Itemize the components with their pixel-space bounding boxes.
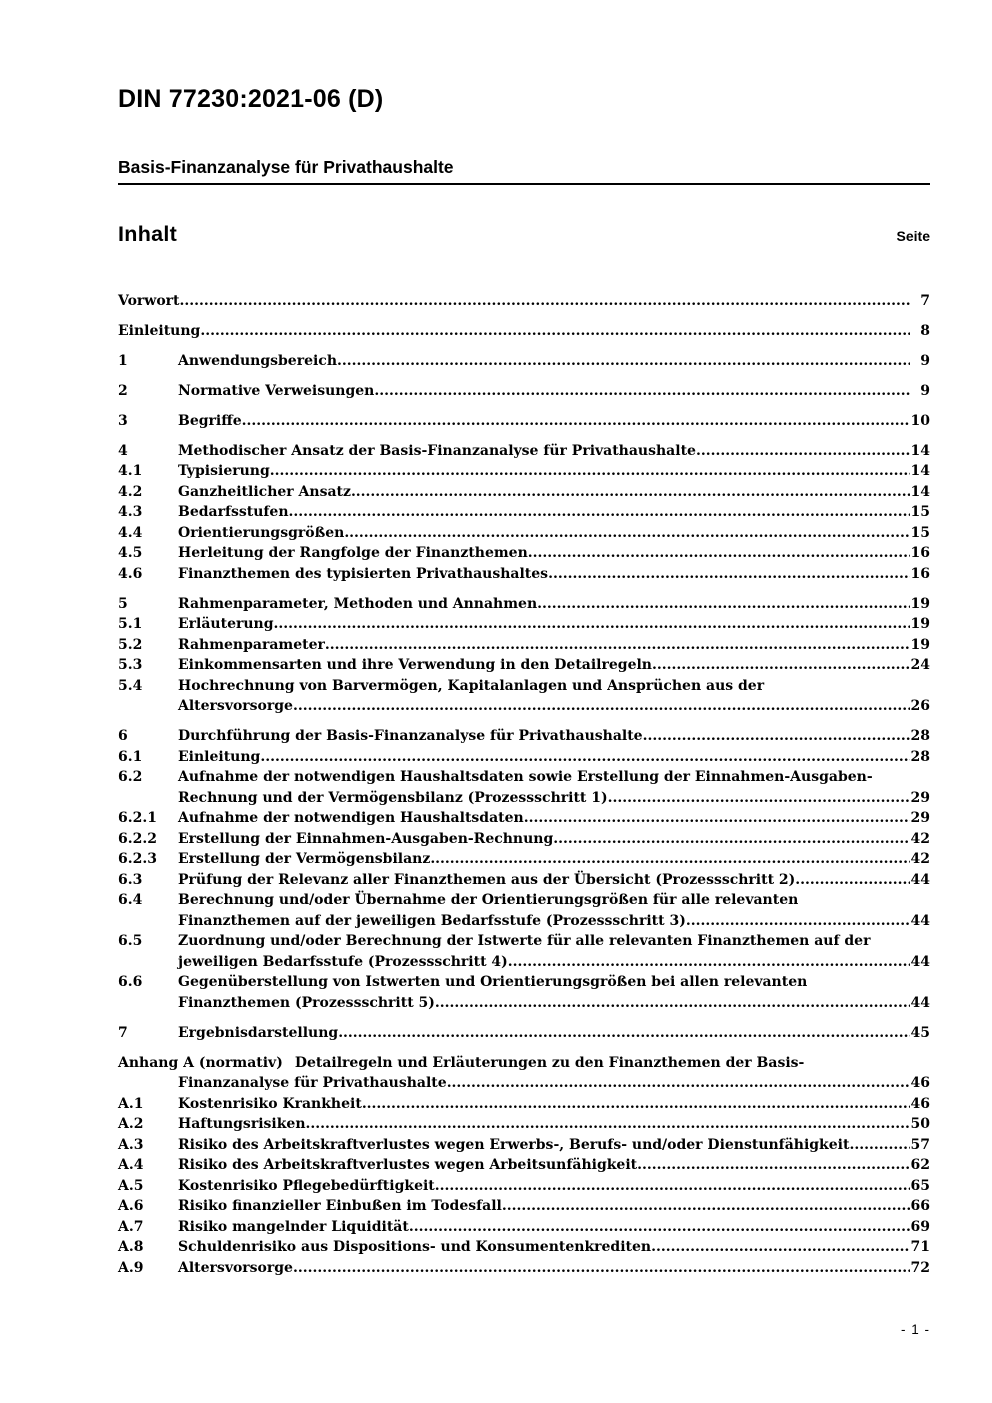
- toc-entry[interactable]: [118, 890, 930, 931]
- toc-entry-page: 10: [910, 412, 930, 429]
- toc-entry[interactable]: [118, 502, 930, 523]
- toc-entry-page: 44: [910, 953, 930, 970]
- leader-dots: [447, 1073, 910, 1094]
- doc-title-rule: [118, 156, 930, 185]
- leader-dots: [651, 1237, 910, 1258]
- page-number: - 1 -: [900, 1322, 930, 1337]
- toc-entry-body: [178, 441, 930, 462]
- toc-entry-title: jeweiligen Bedarfsstufe (Prozessschritt 4): [178, 953, 508, 970]
- leader-dots: [306, 1114, 911, 1135]
- toc-entry-body: [178, 829, 930, 850]
- toc-entry-title: Finanzthemen (Prozessschritt 5): [178, 994, 435, 1011]
- leader-dots: [435, 993, 910, 1014]
- toc-entry-line: [178, 1258, 930, 1279]
- toc-entry-line: [118, 321, 930, 342]
- toc-entry[interactable]: [118, 1176, 930, 1197]
- toc-entry-prefix: Anhang A (normativ): [118, 1054, 283, 1071]
- toc-entry-body: [178, 351, 930, 372]
- toc-entry-title: Rechnung und der Vermögensbilanz (Prozessschritt 1): [178, 789, 608, 806]
- toc-entry-title: Ganzheitlicher Ansatz: [178, 483, 351, 500]
- toc-entry-page: 28: [910, 748, 930, 765]
- toc-entry-body: [178, 1196, 930, 1217]
- toc-entry-number: 6.2.3: [118, 851, 157, 867]
- toc-entry-title: Aufnahme der notwendigen Haushaltsdaten: [178, 810, 524, 826]
- toc-entry-body: [178, 594, 930, 615]
- toc-entry-line: [178, 726, 930, 747]
- toc-entry-body: [178, 482, 930, 503]
- toc-entry-body: [178, 890, 930, 931]
- toc-entry-number: 6.2: [118, 769, 143, 785]
- toc-entry[interactable]: [118, 829, 930, 850]
- leader-dots: [260, 747, 910, 768]
- toc-entry-number: 6.2.1: [118, 810, 157, 826]
- toc-entry-line: [178, 635, 930, 656]
- toc-entry-page: 7: [920, 292, 930, 309]
- toc-entry-title: Einleitung: [178, 748, 261, 765]
- leader-dots: [795, 870, 910, 891]
- page-column-label: Seite: [896, 228, 930, 244]
- toc-entry-body: [178, 543, 930, 564]
- leader-dots: [696, 441, 910, 462]
- toc-entry-line: [178, 1023, 930, 1044]
- toc-entry[interactable]: [118, 1135, 930, 1156]
- toc-entry-number: 3: [118, 412, 128, 429]
- toc-entry[interactable]: [118, 523, 930, 544]
- toc-entry-number: 4.5: [118, 545, 143, 561]
- toc-entry-title: Haftungsrisiken: [178, 1116, 306, 1132]
- toc-entry[interactable]: [118, 1023, 930, 1044]
- toc-entry-number: 6.5: [118, 933, 143, 949]
- toc-entry-body: [178, 870, 930, 891]
- toc-entry-body: [178, 1237, 930, 1258]
- toc-entry-body: [178, 1217, 930, 1238]
- toc-entry[interactable]: [118, 614, 930, 635]
- toc-entry-title: Einleitung: [118, 322, 201, 339]
- toc-entry-number: 2: [118, 382, 128, 399]
- toc-entry-line: [178, 655, 930, 676]
- toc-entry-page: 29: [910, 810, 930, 826]
- toc-entry-line: [178, 870, 930, 891]
- leader-dots: [362, 1094, 910, 1115]
- leader-dots: [200, 321, 910, 342]
- leader-dots: [337, 351, 910, 372]
- leader-dots: [293, 1258, 910, 1279]
- leader-dots: [849, 1135, 910, 1156]
- toc-entry[interactable]: [118, 594, 930, 615]
- toc-entry-number: 6.3: [118, 871, 143, 888]
- toc-entry-title: Prüfung der Relevanz aller Finanzthemen aus der Übersicht (Prozessschritt 2): [178, 871, 796, 888]
- leader-dots: [409, 1217, 910, 1238]
- toc-entry-body: [178, 523, 930, 544]
- toc-entry-title: Herleitung der Rangfolge der Finanzthemen: [178, 545, 528, 561]
- toc-entry-body: [178, 972, 930, 1013]
- toc-entry-title: Rahmenparameter, Methoden und Annahmen: [178, 595, 538, 612]
- toc-entry[interactable]: [118, 655, 930, 676]
- toc-entry[interactable]: [118, 351, 930, 372]
- toc-entry-page: 8: [920, 322, 930, 339]
- leader-dots: [374, 381, 910, 402]
- toc-entry-number: 5.3: [118, 657, 143, 673]
- toc-entry-page: 19: [910, 616, 930, 632]
- toc-entry-page: 16: [910, 565, 930, 582]
- toc-entry-line: [178, 523, 930, 544]
- toc-entry-title: Risiko finanzieller Einbußen im Todesfall: [178, 1198, 502, 1214]
- toc-entry-page: 42: [910, 851, 930, 867]
- toc-entry-title: Ergebnisdarstellung: [178, 1024, 339, 1041]
- toc-entry-line: [178, 931, 930, 952]
- toc-entry-body: [178, 747, 930, 768]
- toc-entry-line: [178, 351, 930, 372]
- toc-entry-number: 5.2: [118, 636, 143, 653]
- leader-dots: [430, 849, 910, 870]
- toc-entry-line: [178, 1114, 930, 1135]
- toc-entry-line: [178, 1155, 930, 1176]
- toc-entry[interactable]: [118, 1053, 930, 1094]
- toc-entry-line: [178, 564, 930, 585]
- toc-entry-body: [178, 655, 930, 676]
- toc-entry-line: [178, 952, 930, 973]
- toc-entry-body: [178, 1114, 930, 1135]
- toc-entry-number: 6.1: [118, 748, 143, 765]
- toc-entry-page: 9: [920, 382, 930, 399]
- toc-entry-body: [178, 1094, 930, 1115]
- toc-entry-line: [178, 1237, 930, 1258]
- toc-entry-title: Erstellung der Vermögensbilanz: [178, 851, 431, 867]
- leader-dots: [528, 543, 910, 564]
- toc-entry-body: [118, 291, 930, 312]
- toc-entry-line: [178, 502, 930, 523]
- toc-entry[interactable]: [118, 767, 930, 808]
- toc-entry-line: [178, 993, 930, 1014]
- toc-entry-title: Altersvorsorge: [178, 698, 293, 714]
- toc-entry-title: Typisierung: [178, 463, 270, 479]
- toc-entry[interactable]: [118, 564, 930, 585]
- toc-entry-body: [178, 614, 930, 635]
- toc-entry-body: [178, 1135, 930, 1156]
- toc-entry-page: 42: [910, 830, 930, 847]
- toc-entry-title: Methodischer Ansatz der Basis-Finanzanalyse für Privathaushalte: [178, 442, 696, 459]
- leader-dots: [652, 655, 910, 676]
- toc-entry-number: A.5: [118, 1177, 144, 1194]
- toc-entry-page: 28: [910, 728, 930, 744]
- toc-entry[interactable]: [118, 808, 930, 829]
- toc-entry-page: 44: [910, 912, 930, 929]
- toc-entry-line: [178, 1196, 930, 1217]
- toc-entry-title: Erstellung der Einnahmen-Ausgaben-Rechnung: [178, 830, 554, 847]
- toc-entry-page: 15: [910, 504, 930, 520]
- toc-entry-line: [178, 1135, 930, 1156]
- toc-entry-page: 57: [910, 1136, 930, 1153]
- toc-entry-page: 44: [910, 871, 930, 888]
- toc-entry-title: Risiko mangelnder Liquidität: [178, 1218, 409, 1235]
- toc-entry-number: 6.2.2: [118, 830, 157, 847]
- toc-entry-page: 14: [910, 463, 930, 479]
- toc-entry-title: Begriffe: [178, 412, 242, 429]
- leader-dots: [270, 461, 910, 482]
- toc-entry-title: Berechnung und/oder Übernahme der Orientierungsgrößen für alle relevanten: [178, 892, 799, 908]
- leader-dots: [508, 952, 910, 973]
- toc-entry-line: [178, 911, 930, 932]
- toc-entry-line: [178, 543, 930, 564]
- table-of-contents: [118, 281, 930, 1278]
- toc-entry-page: 14: [910, 442, 930, 459]
- toc-entry-title: Einkommensarten und ihre Verwendung in den Detailregeln: [178, 657, 652, 673]
- toc-entry[interactable]: [118, 972, 930, 1013]
- toc-entry[interactable]: [118, 441, 930, 462]
- toc-entry-number: 1: [118, 352, 128, 369]
- toc-entry-page: 50: [910, 1116, 930, 1132]
- toc-entry-page: 19: [910, 636, 930, 653]
- toc-entry-page: 46: [910, 1095, 930, 1112]
- toc-entry[interactable]: [118, 411, 930, 432]
- toc-entry[interactable]: [118, 1217, 930, 1238]
- toc-entry[interactable]: [118, 747, 930, 768]
- toc-entry-number: 4.2: [118, 483, 143, 500]
- toc-entry-number: 5.4: [118, 677, 143, 694]
- toc-entry-page: 29: [910, 789, 930, 806]
- toc-entry-body: [118, 1053, 930, 1094]
- toc-entry-line: [178, 1094, 930, 1115]
- toc-entry[interactable]: [118, 461, 930, 482]
- toc-entry-title: Normative Verweisungen: [178, 382, 375, 399]
- toc-entry-number: 4.3: [118, 504, 143, 520]
- toc-entry-line: [178, 461, 930, 482]
- toc-entry-line: [178, 767, 930, 788]
- toc-entry[interactable]: [118, 1155, 930, 1176]
- toc-entry-line: [178, 1217, 930, 1238]
- toc-entry-number: A.7: [118, 1218, 144, 1235]
- toc-entry-line: [178, 829, 930, 850]
- toc-entry-title: Schuldenrisiko aus Dispositions- und Konsumentenkrediten: [178, 1239, 652, 1255]
- toc-entry-body: [178, 1023, 930, 1044]
- toc-entry-body: [178, 767, 930, 808]
- toc-entry[interactable]: [118, 1196, 930, 1217]
- toc-entry[interactable]: [118, 321, 930, 342]
- toc-entry-body: [178, 411, 930, 432]
- toc-entry[interactable]: [118, 1094, 930, 1115]
- toc-entry-line: [178, 594, 930, 615]
- toc-entry[interactable]: [118, 1114, 930, 1135]
- toc-entry-body: [178, 931, 930, 972]
- toc-entry-line: [178, 482, 930, 503]
- toc-entry-body: [178, 564, 930, 585]
- leader-dots: [686, 911, 910, 932]
- toc-entry-title: Finanzanalyse für Privathaushalte: [178, 1075, 447, 1091]
- toc-entry-number: A.3: [118, 1136, 144, 1153]
- toc-entry-number: A.1: [118, 1095, 144, 1112]
- toc-entry-body: [178, 1176, 930, 1197]
- toc-entry-number: A.9: [118, 1259, 144, 1276]
- toc-entry-number: A.6: [118, 1198, 144, 1214]
- toc-entry-page: 66: [910, 1198, 930, 1214]
- toc-entry-line: [178, 747, 930, 768]
- toc-entry-page: 45: [910, 1024, 930, 1041]
- leader-dots: [524, 808, 910, 829]
- toc-entry-title: Risiko des Arbeitskraftverlustes wegen Erwerbs-, Berufs- und/oder Dienstunfähigkeit: [178, 1136, 850, 1153]
- toc-entry-number: 6.6: [118, 974, 143, 990]
- toc-entry-body: [178, 726, 930, 747]
- page-footer: [118, 1322, 930, 1337]
- toc-entry-title: Kostenrisiko Krankheit: [178, 1095, 362, 1112]
- toc-entry-line: [178, 614, 930, 635]
- toc-entry-line: [118, 291, 930, 312]
- toc-entry-title: Finanzthemen des typisierten Privathaushaltes: [178, 565, 549, 582]
- doc-id: DIN 77230:2021-06 (D): [118, 85, 384, 113]
- toc-entry-line: [178, 441, 930, 462]
- toc-entry-title: Gegenüberstellung von Istwerten und Orientierungsgrößen bei allen relevanten: [178, 974, 808, 990]
- toc-entry-body: [178, 381, 930, 402]
- toc-entry-page: 44: [910, 994, 930, 1011]
- leader-dots: [344, 523, 910, 544]
- toc-entry[interactable]: [118, 1258, 930, 1279]
- toc-entry-number: 4: [118, 442, 128, 459]
- toc-entry-body: [178, 849, 930, 870]
- toc-entry[interactable]: [118, 676, 930, 717]
- toc-entry-title: Risiko des Arbeitskraftverlustes wegen Arbeitsunfähigkeit: [178, 1157, 638, 1173]
- leader-dots: [325, 635, 910, 656]
- leader-dots: [548, 564, 910, 585]
- toc-entry-title: Detailregeln und Erläuterungen zu den Finanzthemen der Basis-: [294, 1054, 805, 1071]
- leader-dots: [274, 614, 910, 635]
- toc-entry-title: Aufnahme der notwendigen Haushaltsdaten sowie Erstellung der Einnahmen-Ausgaben-: [178, 769, 873, 785]
- toc-entry-number: 4.1: [118, 463, 143, 479]
- toc-entry-number: 6.4: [118, 892, 143, 908]
- toc-entry-line: [118, 1073, 930, 1094]
- toc-entry-body: [178, 635, 930, 656]
- toc-entry-page: 69: [910, 1218, 930, 1235]
- toc-entry-title: Bedarfsstufen: [178, 504, 289, 520]
- toc-entry[interactable]: [118, 726, 930, 747]
- toc-entry[interactable]: [118, 381, 930, 402]
- toc-header: [118, 222, 930, 247]
- leader-dots: [289, 502, 910, 523]
- leader-dots: [537, 594, 910, 615]
- toc-entry-title: Kostenrisiko Pflegebedürftigkeit: [178, 1177, 435, 1194]
- leader-dots: [643, 726, 910, 747]
- toc-entry-body: [118, 321, 930, 342]
- toc-entry-body: [178, 461, 930, 482]
- toc-entry-page: 19: [910, 595, 930, 612]
- toc-entry-number: 4.6: [118, 565, 143, 582]
- toc-entry-page: 72: [910, 1259, 930, 1276]
- toc-entry-title: Orientierungsgrößen: [178, 524, 345, 541]
- toc-entry-line: [178, 411, 930, 432]
- toc-entry-page: 46: [910, 1075, 930, 1091]
- toc-entry-line: [178, 676, 930, 697]
- toc-entry-line: [178, 1176, 930, 1197]
- toc-entry-title: Rahmenparameter: [178, 636, 325, 653]
- toc-entry-body: [178, 502, 930, 523]
- toc-entry[interactable]: [118, 870, 930, 891]
- toc-entry-line: [178, 808, 930, 829]
- toc-entry-number: 5.1: [118, 616, 143, 632]
- toc-entry-line: [178, 972, 930, 993]
- toc-entry-line: [118, 1053, 930, 1074]
- toc-entry[interactable]: [118, 931, 930, 972]
- toc-entry-title: Altersvorsorge: [178, 1259, 293, 1276]
- doc-title: Basis-Finanzanalyse für Privathaushalte: [118, 157, 454, 177]
- toc-entry-body: [178, 1155, 930, 1176]
- toc-entry-number: A.8: [118, 1239, 144, 1255]
- toc-entry-title: Zuordnung und/oder Berechnung der Istwerte für alle relevanten Finanzthemen auf der: [178, 933, 871, 949]
- toc-entry[interactable]: [118, 849, 930, 870]
- toc-entry-number: 7: [118, 1024, 128, 1041]
- toc-entry-title: Erläuterung: [178, 616, 274, 632]
- toc-entry-body: [178, 1258, 930, 1279]
- toc-entry-body: [178, 808, 930, 829]
- toc-entry-number: 5: [118, 595, 128, 612]
- toc-entry-line: [178, 849, 930, 870]
- leader-dots: [637, 1155, 910, 1176]
- toc-entry-page: 62: [910, 1157, 930, 1173]
- toc-entry-page: 15: [910, 524, 930, 541]
- toc-entry-title: Hochrechnung von Barvermögen, Kapitalanlagen und Ansprüchen aus der: [178, 677, 765, 694]
- leader-dots: [435, 1176, 910, 1197]
- toc-entry-title: Durchführung der Basis-Finanzanalyse für Privathaushalte: [178, 728, 643, 744]
- leader-dots: [180, 291, 910, 312]
- leader-dots: [242, 411, 910, 432]
- toc-entry-line: [178, 696, 930, 717]
- toc-entry-body: [178, 676, 930, 717]
- toc-entry-number: A.4: [118, 1157, 144, 1173]
- toc-entry-number: A.2: [118, 1116, 144, 1132]
- toc-entry-line: [178, 788, 930, 809]
- toc-entry-line: [178, 890, 930, 911]
- toc-heading: Inhalt: [118, 222, 178, 246]
- toc-entry-page: 24: [910, 657, 930, 673]
- toc-entry-number: 6: [118, 728, 128, 744]
- leader-dots: [502, 1196, 910, 1217]
- toc-entry-page: 65: [910, 1177, 930, 1194]
- toc-entry[interactable]: [118, 543, 930, 564]
- toc-entry[interactable]: [118, 482, 930, 503]
- toc-entry-line: [178, 381, 930, 402]
- toc-entry-title: Vorwort: [118, 292, 180, 309]
- toc-entry-page: 14: [910, 483, 930, 500]
- toc-entry[interactable]: [118, 635, 930, 656]
- toc-entry-page: 9: [920, 352, 930, 369]
- toc-entry-number: 4.4: [118, 524, 143, 541]
- toc-entry-title: Finanzthemen auf der jeweiligen Bedarfsstufe (Prozessschritt 3): [178, 912, 686, 929]
- toc-entry-page: 26: [910, 698, 930, 714]
- leader-dots: [608, 788, 910, 809]
- toc-entry-title: Anwendungsbereich: [178, 352, 337, 369]
- toc-entry-page: 71: [910, 1239, 930, 1255]
- toc-entry-page: 16: [910, 545, 930, 561]
- leader-dots: [338, 1023, 910, 1044]
- leader-dots: [293, 696, 910, 717]
- leader-dots: [553, 829, 910, 850]
- leader-dots: [351, 482, 910, 503]
- toc-entry[interactable]: [118, 291, 930, 312]
- toc-entry[interactable]: [118, 1237, 930, 1258]
